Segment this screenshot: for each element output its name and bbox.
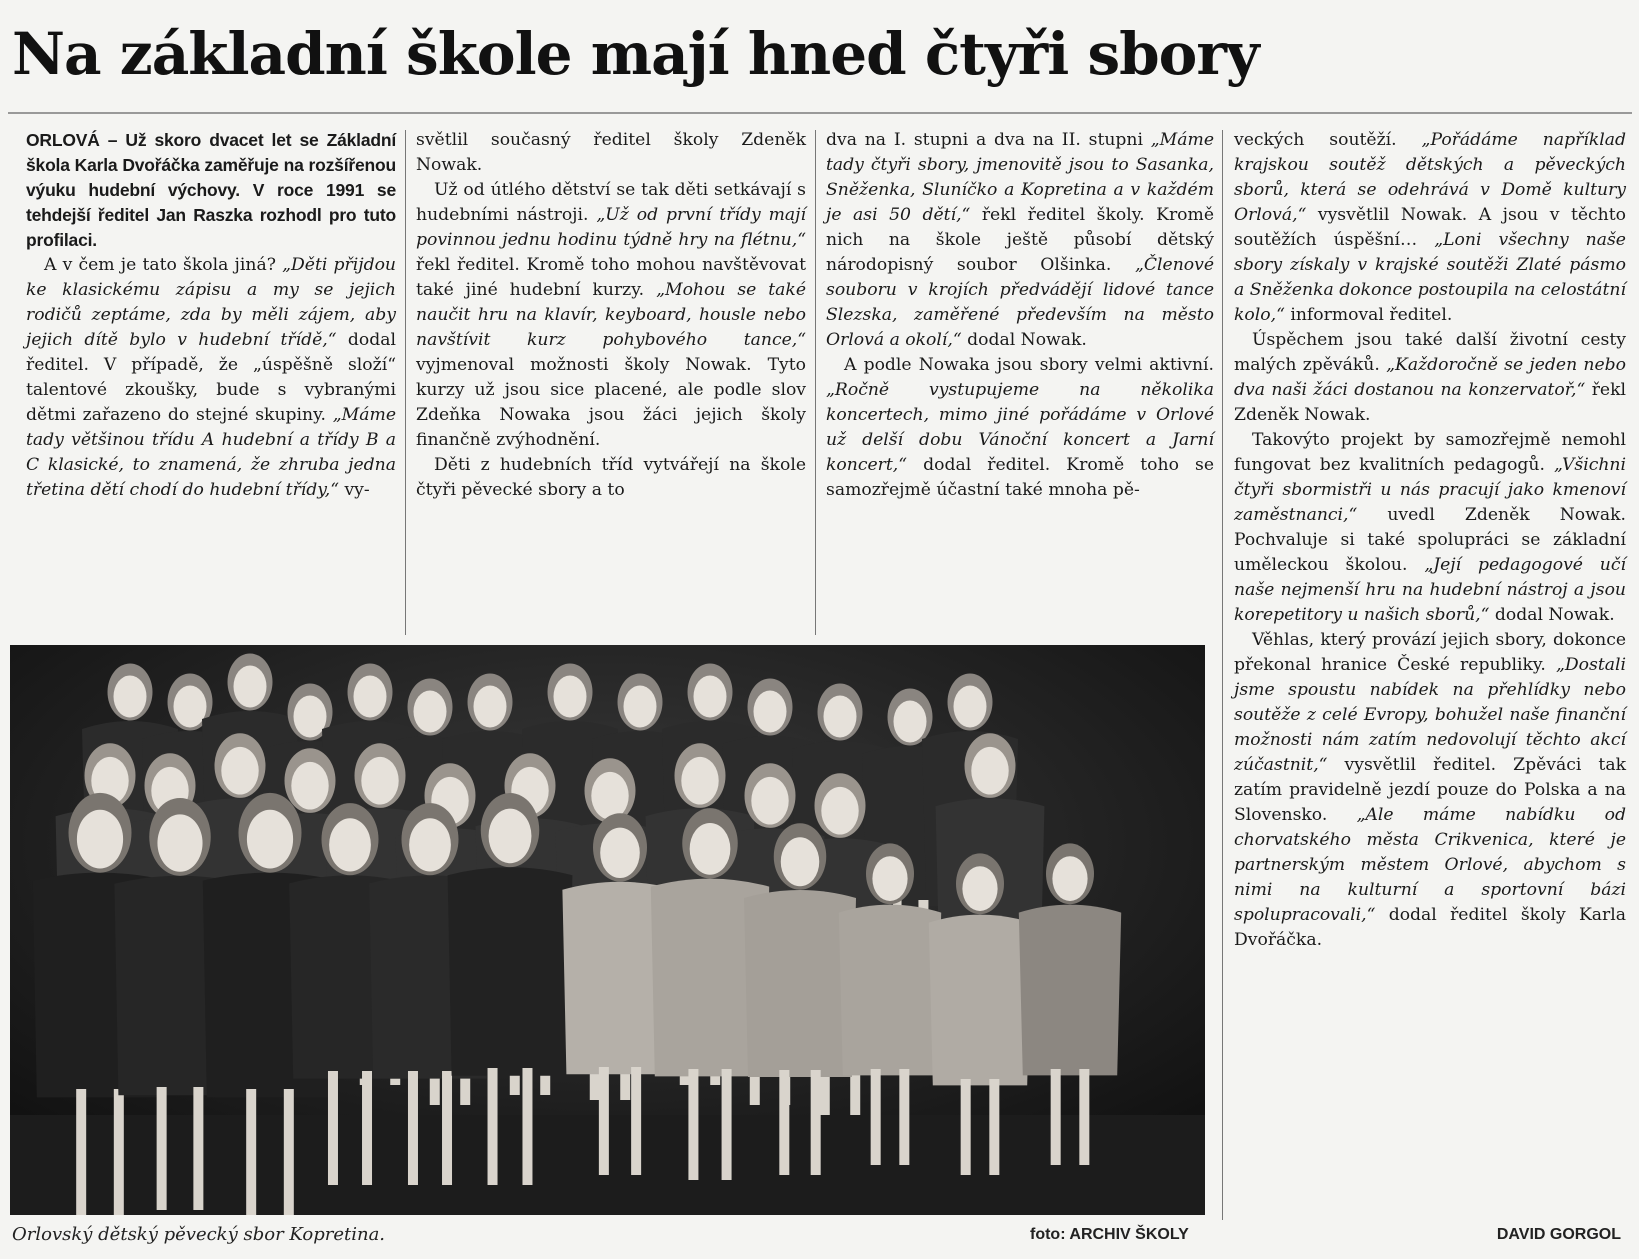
- article-column-2: [416, 128, 806, 503]
- lead-paragraph: ORLOVÁ – Už skoro dvacet let se Základní škola Karla Dvořáčka zaměřuje na rozšířenou výuku hudební výchovy. V roce 1991 se tehdejší ředitel Jan Raszka rozhodl pro tuto profilaci.: [26, 130, 396, 250]
- paragraph: veckých soutěží. „Pořádáme například krajskou soutěž dětských a pěveckých sborů, která se odehrává v Domě kultury Orlová,“ vysvětlil Nowak. A jsou v těchto soutěžích úspěšní… „Loni všechny naše sbory získaly v krajské soutěži Zlaté pásmo a Sněženka dokonce postoupila na celostátní kolo,“ informoval ředitel.: [1234, 130, 1626, 325]
- choir-photo: [10, 645, 1205, 1215]
- column-divider: [815, 130, 816, 635]
- article-column-1: [26, 128, 396, 503]
- article-column-3: [826, 128, 1214, 503]
- paragraph: A podle Nowaka jsou sbory velmi aktivní. „Ročně vystupujeme na několika koncertech, mimo jiné pořádáme v Orlové už delší dobu Vánoční koncert a Jarní koncert,“ dodal ředitel. Kromě toho se samozřejmě účastní také mnoha pě-: [826, 355, 1214, 500]
- column-divider: [1222, 130, 1223, 1220]
- paragraph: Už od útlého dětství se tak děti setkávají s hudebními nástroji. „Už od první třídy mají povinnou jednu hodinu týdně hry na flétnu,“ řekl ředitel. Kromě toho mohou navštěvovat také jiné hudební kurzy. „Mohou se také naučit hru na klavír, keyboard, housle nebo navštívit kurz pohybového tance,“ vyjmenoval možnosti školy Nowak. Tyto kurzy už jsou sice placené, ale podle slov Zdeňka Nowaka jsou žáci jejich školy finančně zvýhodnění.: [416, 180, 806, 450]
- paragraph: světlil současný ředitel školy Zdeněk Nowak.: [416, 130, 806, 175]
- headline-divider: [8, 112, 1632, 114]
- paragraph: Věhlas, který provází jejich sbory, dokonce překonal hranice České republiky. „Dostali jsme spoustu nabídek na přehlídky nebo soutěže z celé Evropy, bohužel naše finanční možnosti nám zatím nedovolují těchto akcí zúčastnit,“ vysvětlil ředitel. Zpěváci tak zatím pravidelně jezdí pouze do Polska a na Slovensko. „Ale máme nabídku od chorvatského města Crikvenica, které je partnerským městem Orlové, abychom s nimi na kulturní a sportovní bázi spolupracovali,“ dodal ředitel školy Karla Dvořáčka.: [1234, 630, 1626, 950]
- paragraph: Takovýto projekt by samozřejmě nemohl fungovat bez kvalitních pedagogů. „Všichni čtyři sbormistři u nás pracují jako kmenoví zaměstnanci,“ uvedl Zdeněk Nowak. Pochvaluje si také spolupráci se základní uměleckou školou. „Její pedagogové učí naše nejmenší hru na hudební nástroj a jsou korepetitory u našich sborů,“ dodal Nowak.: [1234, 430, 1626, 625]
- photo-caption: Orlovský dětský pěvecký sbor Kopretina.: [12, 1224, 386, 1245]
- article-headline: Na základní škole mají hned čtyři sbory: [12, 20, 1259, 88]
- paragraph: A v čem je tato škola jiná? „Děti přijdou ke klasickému zápisu a my se jejich rodičů zeptáme, zda by měli zájem, aby jejich dítě bylo v hudební třídě,“ dodal ředitel. V případě, že „úspěšně složí“ talentové zkoušky, bude s vybranými dětmi zařazeno do stejné skupiny. „Máme tady většinou třídu A hudební a třídy B a C klasické, to znamená, že zhruba jedna třetina dětí chodí do hudební třídy,“ vy-: [26, 255, 396, 500]
- paragraph: Úspěchem jsou také další životní cesty malých zpěváků. „Každoročně se jeden nebo dva naši žáci dostanou na konzervatoř,“ řekl Zdeněk Nowak.: [1234, 330, 1627, 425]
- column-divider: [405, 130, 406, 635]
- choir-photo-illustration: [10, 645, 1205, 1215]
- article-author: DAVID GORGOL: [1496, 1226, 1621, 1243]
- paragraph: Děti z hudebních tříd vytvářejí na škole čtyři pěvecké sbory a to: [416, 455, 806, 500]
- article-column-4: [1234, 128, 1626, 953]
- paragraph: dva na I. stupni a dva na II. stupni „Máme tady čtyři sbory, jmenovitě jsou to Sasanka, Sněženka, Sluníčko a Kopretina a v každém je asi 50 dětí,“ řekl ředitel školy. Kromě nich na škole ještě působí dětský národopisný soubor Olšinka. „Členové souboru v krojích předvádějí lidové tance Slezska, zaměřené především na město Orlová a okolí,“ dodal Nowak.: [826, 130, 1215, 350]
- photo-credit: foto: ARCHIV ŠKOLY: [1030, 1226, 1189, 1243]
